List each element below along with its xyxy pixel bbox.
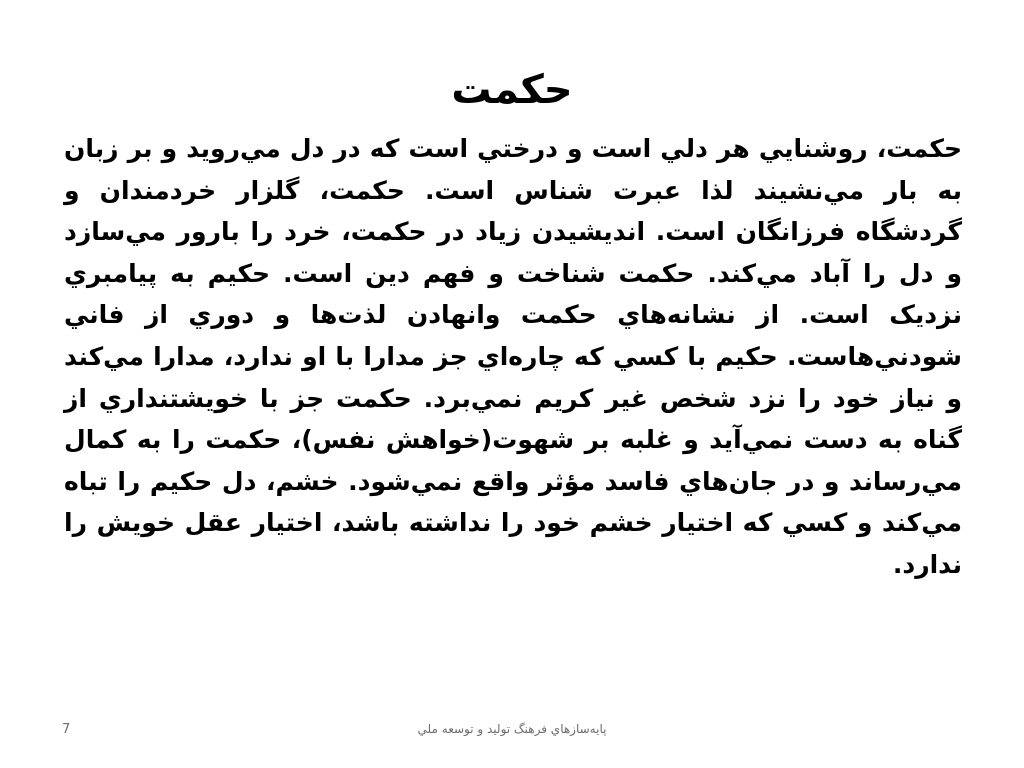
slide-body-text: حکمت، روشنايي هر دلي است و درختي است که در دل مي‌رويد و بر زبان به بار مي‌نشيند لذا عبرت شناس است. حکمت، گلزار خردمندان و گردشگاه فرزانگان است. انديشيدن زياد در حکمت، خرد را بارور مي‌سازد و دل را آباد مي‌کند. حکمت شناخت و فهم دين است. حکيم به پيامبري نزديک است. از نشانه‌هاي حکمت وانهادن لذت‌ها و دوري از فاني شودني‌هاست. حکيم با کسي که چاره‌اي جز مدارا با او ندارد، مدارا مي‌کند و نياز خود را نزد شخص غير کريم نمي‌برد. حکمت جز با خويشتنداري از گناه به دست نمي‌آيد و غلبه بر شهوت(خواهش نفس)، حکمت را به کمال مي‌رساند و در جان‌هاي فاسد مؤثر واقع نمي‌شود. خشم، دل حکيم را تباه مي‌کند و کسي که اختيار خشم خود را نداشته باشد، اختيار عقل خويش را ندارد.: [64, 134, 962, 579]
slide-page-number: 7: [62, 722, 71, 737]
slide-footer: پايه‌سازهاي فرهنگ توليد و توسعه ملي: [417, 722, 607, 736]
slide-title: حکمت: [451, 67, 573, 113]
